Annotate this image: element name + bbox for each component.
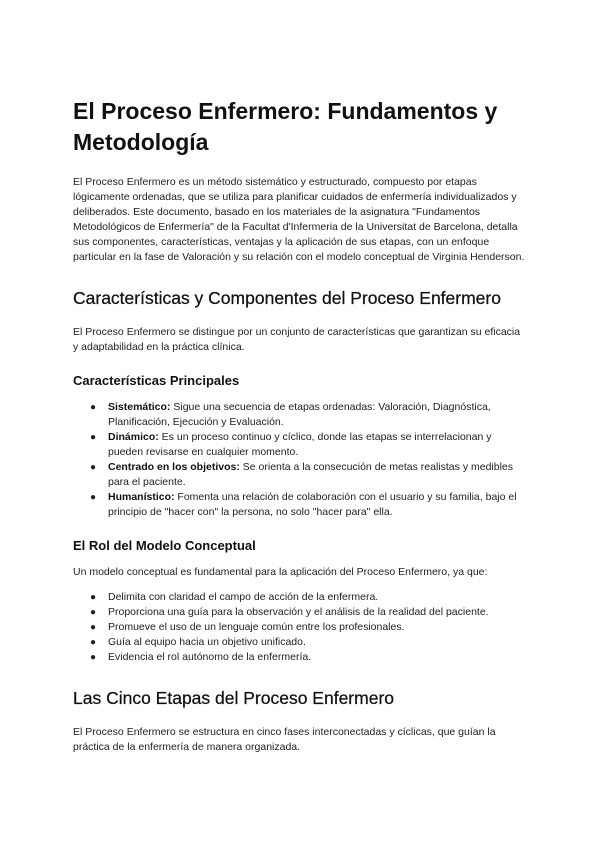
list-item-text: Es un proceso continuo y cíclico, donde las etapas se interrelacionan y pueden revisarse en cualquier momento.: [108, 431, 492, 458]
list-item-term: Humanístico:: [108, 491, 175, 503]
bullet-icon: ●: [90, 592, 97, 603]
list-item-text: Guía al equipo hacia un objetivo unificado.: [108, 636, 306, 648]
list-item-text: Se orienta a la consecución de metas realistas y medibles para el paciente.: [108, 461, 514, 488]
list-item: [90, 400, 528, 430]
list-item: [90, 620, 528, 635]
conceptual-model-list: [73, 590, 528, 665]
subheading-conceptual-model: El Rol del Modelo Conceptual: [73, 538, 256, 553]
subheading-principal-characteristics: Características Principales: [73, 373, 240, 388]
bullet-icon: ●: [90, 637, 97, 648]
bullet-icon: ●: [90, 652, 97, 663]
conceptual-model-intro: Un modelo conceptual es fundamental para la aplicación del Proceso Enfermero, ya que:: [73, 566, 488, 578]
characteristics-intro: El Proceso Enfermero se distingue por un conjunto de características que garantizan su eficacia y adaptabilidad en la práctica clínica.: [73, 326, 521, 353]
list-item-term: Dinámico:: [108, 431, 159, 443]
list-item: [90, 490, 528, 520]
list-item: [90, 430, 528, 460]
list-item-text: Promueve el uso de un lenguaje común entre los profesionales.: [108, 621, 405, 633]
bullet-icon: ●: [90, 622, 97, 633]
principal-characteristics-list: [73, 400, 528, 520]
list-item-text: Evidencia el rol autónomo de la enfermería.: [108, 651, 312, 663]
list-item-term: Centrado en los objetivos:: [108, 461, 240, 473]
bullet-icon: ●: [90, 432, 97, 443]
list-item-term: Sistemático:: [108, 401, 171, 413]
stages-intro: El Proceso Enfermero se estructura en cinco fases interconectadas y cíclicas, que guían la práctica de la enfermería de manera organizada.: [73, 726, 496, 753]
list-item: [90, 460, 528, 490]
list-item-text: Delimita con claridad el campo de acción de la enfermera.: [108, 591, 379, 603]
document-intro: El Proceso Enfermero es un método sistemático y estructurado, compuesto por etapas lógicamente ordenadas, que se utiliza para planificar cuidados de enfermería individualizados y deliberados. Este documento, basado en los materiales de la asignatura "Fundamentos Metodológicos de Enfermería" de la Facultat d'Infermeria de la Universitat de Barcelona, detalla sus componentes, características, ventajas y la aplicación de sus etapas, con un enfoque particular en la fase de Valoración y su relación con el modelo conceptual de Virginia Henderson.: [73, 176, 525, 263]
list-item: [90, 605, 528, 620]
section-heading-stages: Las Cinco Etapas del Proceso Enfermero: [73, 688, 394, 708]
list-item-text: Sigue una secuencia de etapas ordenadas: Valoración, Diagnóstica, Planificación, Ejecución y Evaluación.: [108, 401, 491, 428]
list-item-text: Proporciona una guía para la observación y el análisis de la realidad del paciente.: [108, 606, 489, 618]
bullet-icon: ●: [90, 462, 97, 473]
list-item: [90, 590, 528, 605]
list-item: [90, 635, 528, 650]
section-heading-characteristics: Características y Componentes del Proceso Enfermero: [73, 288, 501, 308]
bullet-icon: ●: [90, 402, 97, 413]
list-item-text: Fomenta una relación de colaboración con el usuario y su familia, bajo el principio de "hacer con" la persona, no solo "hacer para" ella.: [108, 491, 517, 518]
list-item: [90, 650, 528, 665]
document-title: El Proceso Enfermero: Fundamentos y Metodología: [73, 98, 498, 155]
bullet-icon: ●: [90, 492, 97, 503]
bullet-icon: ●: [90, 607, 97, 618]
